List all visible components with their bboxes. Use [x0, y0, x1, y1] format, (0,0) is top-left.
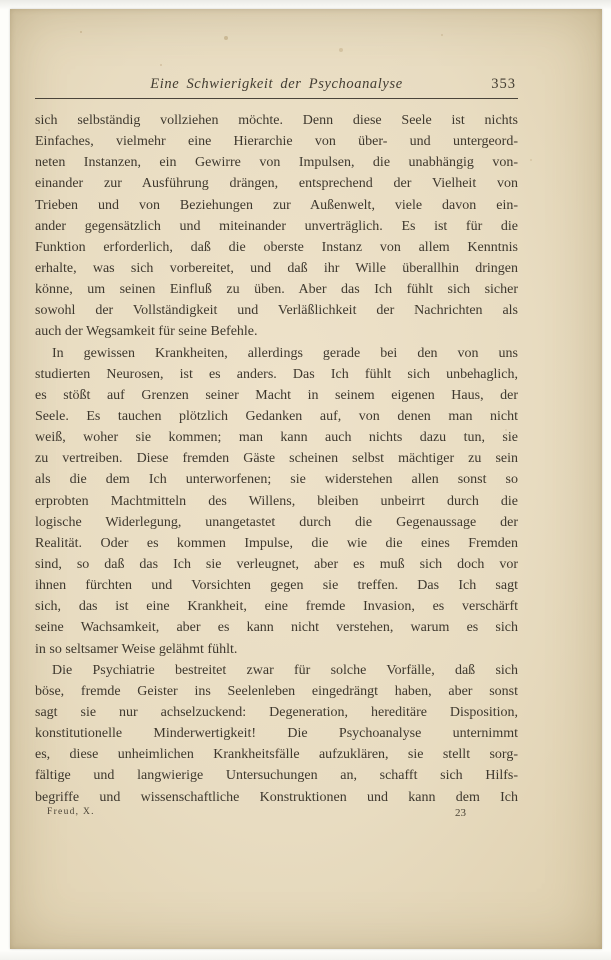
text-line: logische Widerlegung, unangetastet durch die Gegenaussage der	[35, 514, 518, 530]
text-line: begriffe und wissenschaftliche Konstruktionen und kann dem Ich	[35, 789, 518, 805]
text-line: als die dem Ich unterworfenen; sie widerstehen allen sonst so	[35, 472, 518, 488]
paragraph	[35, 343, 518, 660]
volume-signature: Freud, X.	[47, 807, 95, 817]
paper-foxing-specks	[10, 9, 12, 11]
text-line: studierten Neurosen, ist es anders. Das Ich fühlt sich unbehaglich,	[35, 366, 518, 382]
running-header-title: Eine Schwierigkeit der Psychoanalyse	[150, 76, 403, 92]
text-line: erhalte, was sich vorbereitet, und daß ihr Wille überallhin dringen	[35, 260, 518, 276]
book-page	[10, 9, 602, 949]
paragraph	[35, 110, 518, 343]
text-line: könne, um seinen Einfluß zu üben. Aber das Ich fühlt sich sicher	[35, 282, 518, 298]
text-line: In gewissen Krankheiten, allerdings gerade bei den von uns	[52, 345, 518, 361]
page-number: 353	[491, 76, 516, 92]
text-line: konstitutionelle Minderwertigkeit! Die Psychoanalyse unternimmt	[35, 726, 518, 742]
text-line: neten Instanzen, ein Gewirre von Impulsen, die unabhängig von-	[35, 155, 518, 171]
text-line: Seele. Es tauchen plötzlich Gedanken auf, von denen man nicht	[35, 408, 518, 424]
sheet-number: 23	[455, 807, 466, 819]
text-line: es, diese unheimlichen Krankheitsfälle aufzuklären, sie stellt sorg-	[35, 747, 518, 763]
text-line: Funktion erforderlich, daß die oberste Instanz von allem Kenntnis	[35, 239, 518, 255]
paragraph	[35, 660, 518, 808]
text-line: Realität. Oder es kommen Impulse, die wie die eines Fremden	[35, 535, 518, 551]
text-line: sagt sie nur achselzuckend: Degeneration, hereditäre Disposition,	[35, 704, 518, 720]
body-text	[35, 110, 518, 808]
text-line: sich selbständig vollziehen möchte. Denn diese Seele ist nichts	[35, 113, 518, 128]
text-line: zu vertreiben. Diese fremden Gäste scheinen selbst mächtiger zu sein	[35, 451, 518, 467]
running-header	[35, 76, 518, 96]
text-line: böse, fremde Geister ins Seelenleben eingedrängt haben, aber sonst	[35, 683, 518, 699]
text-line: in so seltsamer Weise gelähmt fühlt.	[35, 641, 238, 657]
text-line: erprobten Machtmitteln des Willens, bleiben unbeirrt durch die	[35, 493, 518, 509]
text-line: ander gegensätzlich und miteinander unverträglich. Es ist für die	[35, 218, 518, 234]
text-line: Einfaches, vielmehr eine Hierarchie von über- und untergeord-	[35, 134, 518, 150]
text-line: seine Wachsamkeit, aber es kann nicht verstehen, warum es sich	[35, 620, 518, 636]
text-line: sind, so daß das Ich sie verleugnet, aber es muß sich doch vor	[35, 556, 518, 572]
text-line: ihnen fürchten und Vorsichten gegen sie treffen. Das Ich sagt	[35, 578, 518, 594]
text-line: sowohl der Vollständigkeit und Verläßlichkeit der Nachrichten als	[35, 303, 518, 319]
text-line: es stößt auf Grenzen seiner Macht in seinem eigenen Haus, der	[35, 387, 518, 403]
text-column	[35, 9, 518, 949]
text-line: Die Psychiatrie bestreitet zwar für solche Vorfälle, daß sich	[52, 662, 518, 678]
header-rule	[35, 98, 518, 99]
text-line: Trieben und von Beziehungen zur Außenwelt, viele davon ein-	[35, 197, 518, 213]
text-line: sich, das ist eine Krankheit, eine fremde Invasion, es verschärft	[35, 599, 518, 615]
text-line: einander zur Ausführung drängen, entsprechend der Vielheit von	[35, 176, 518, 192]
text-line: auch der Wegsamkeit für seine Befehle.	[35, 324, 258, 340]
text-line: weiß, woher sie kommen; man kann auch nichts dazu tun, sie	[35, 430, 518, 446]
page-footer	[35, 807, 518, 823]
text-line: fältige und langwierige Untersuchungen an, schafft sich Hilfs-	[35, 768, 518, 784]
